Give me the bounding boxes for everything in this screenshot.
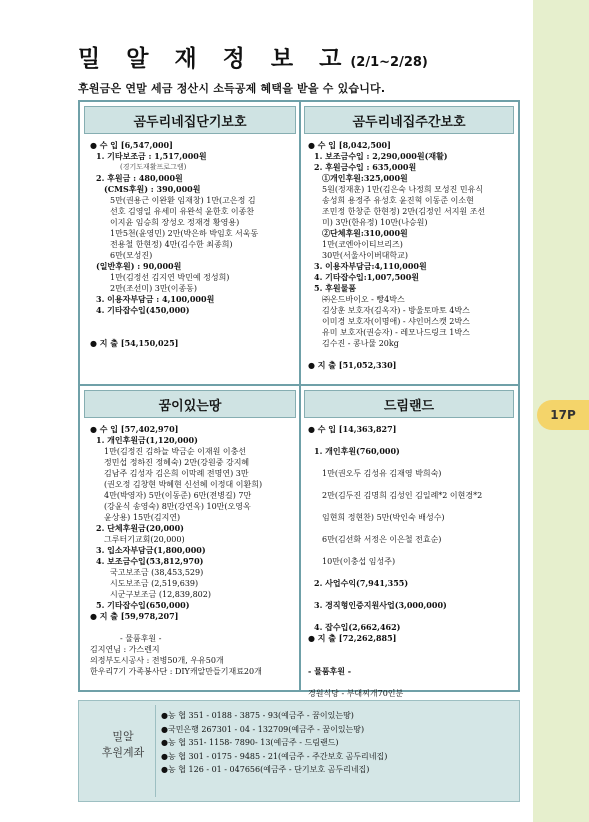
report-line: ● 지 출 [54,150,025] [90, 338, 179, 348]
accounts-list [161, 709, 387, 777]
section-body-dreamland [308, 424, 482, 699]
report-line: ● 수 입 [14,363,827] [308, 424, 397, 434]
report-line: ● 지 출 [51,052,330] [308, 360, 397, 370]
report-line: 조민정 한창준 한현정) 2만(김정인 서지원 조선 [322, 207, 486, 216]
report-line: (일반후원) : 90,000원 [96, 261, 182, 271]
report-line: 2. 후원금 : 480,000원 [96, 173, 183, 183]
report-line: 의정부도시공사 : 전병50개, 우유50개 [90, 656, 224, 665]
report-line: 1. 기타보조금 : 1,517,000원 [96, 151, 207, 161]
report-line: 정민섭 정하진 정혜숙) 2만(강원중 강지혜 [104, 458, 250, 467]
report-line: 이미경 보호자(이명애) - 샤인머스캣 2박스 [322, 317, 470, 326]
report-line: 선호 김영일 유세미 유완석 윤한호 이종찬 [110, 207, 255, 216]
account-row: ●농 협 126 - 01 - 047656(예금주 - 단기보호 곰두리네집) [161, 765, 370, 774]
report-line: 3. 입소자부담금(1,800,000) [96, 545, 206, 555]
report-line: 3. 이용자부담금:4,110,000원 [314, 261, 427, 271]
report-line: 6만(모성진) [110, 251, 153, 260]
report-line: ● 수 입 [6,547,000] [90, 140, 173, 150]
report-line: 5. 기타잡수입(650,000) [96, 600, 190, 610]
report-line: 김지연님 : 가스렌지 [90, 645, 160, 654]
account-row: ●국민은행 267301 - 04 - 132709(예금주 - 꿈이있는땅) [161, 724, 365, 734]
report-line: 10만(이충섭 임성주) [322, 557, 396, 566]
report-line: 4만(박영자) 5만(이동준) 6만(전병길) 7만 [104, 491, 252, 500]
report-line: 1. 개인후원(760,000) [314, 446, 400, 456]
report-line: 1만5천(윤영민) 2만(박은하 박임호 서욱동 [110, 229, 259, 238]
report-line: 윤상용) 15만(김지연) [104, 513, 181, 522]
report-line: 송성희 용정주 유성호 윤진혁 이동준 이소현 [322, 196, 474, 205]
report-line [308, 501, 482, 512]
report-line [308, 677, 482, 688]
report-line: 1만(김정선 김지연 박민예 정성희) [110, 273, 230, 282]
report-line: 김수진 - 콩나물 20kg [322, 339, 399, 348]
report-line: 2. 단체후원금(20,000) [96, 523, 184, 533]
report-line: 김남주 김성자 김은희 이막례 전명연) 3만 [104, 469, 249, 478]
page-title [78, 40, 428, 73]
report-line: 30만(서울사이버대학교) [322, 251, 408, 260]
report-line [308, 479, 482, 490]
report-line: 2만(김두진 김명희 김성인 김일례*2 이현경*2 [322, 491, 483, 500]
report-line: 경원식당 - 부대찌개70인분 [308, 689, 404, 698]
report-line [90, 622, 262, 633]
report-line: 시도보조금 (2,519,639) [110, 579, 199, 588]
report-line: 5만(권용근 이완환 임재창) 1만(고은정 김 [110, 196, 256, 205]
report-line [308, 545, 482, 556]
tax-notice: 후원금은 연말 세금 정산시 소득공제 혜택을 받을 수 있습니다. [78, 82, 386, 95]
report-line: ● 수 입 [8,042,500] [308, 140, 391, 150]
report-line [308, 435, 482, 446]
title-text: 밀 알 재 정 보 고 [78, 46, 351, 72]
report-line: 5원(정재훈) 1만(김은숙 나정희 모성진 민유식 [322, 185, 484, 194]
finance-report-grid [78, 100, 520, 698]
section-header-dreamland: 드림랜드 [304, 390, 514, 418]
section-body-dream-land-farm [90, 424, 262, 677]
report-line: 4. 보조금수입(53,812,970) [96, 556, 204, 566]
report-line: 그루터기교회(20,000) [104, 535, 185, 544]
account-row: ●농 협 351- 1158- 7890- 13(예금주 - 드림랜드) [161, 738, 339, 747]
report-line: 이지윤 임승희 장성오 정재경 황영용) [110, 218, 240, 227]
section-body-short-term [90, 140, 258, 349]
report-line: 2. 사업수익(7,941,355) [314, 578, 409, 588]
report-line: 한우리7기 가족봉사단 : DIY캐알만들기재료20개 [90, 667, 262, 676]
report-line: 미) 3만(한유정) 10만(나승원) [322, 218, 428, 227]
report-line: 1만(김정진 김하늘 박금순 이재원 이충선 [104, 447, 247, 456]
section-header-day-care: 곰두리네집주간보호 [304, 106, 514, 134]
report-line: 1만(코엔아이티브리즈) [322, 240, 403, 249]
report-line [308, 589, 482, 600]
report-line: - 물품후원 - [308, 666, 352, 676]
account-row: ●농 협 301 - 0175 - 9485 - 21(예금주 - 주간보호 곰두리네집) [161, 751, 388, 761]
report-line: (강윤식 송영숙) 8만(강연옥) 10만(오영옥 [104, 502, 251, 511]
section-header-short-term: 곰두리네집단기보호 [84, 106, 296, 134]
report-line: 4. 기타잡수입:1,007,500원 [314, 272, 419, 282]
report-line: ①개인후원:325,000원 [322, 173, 408, 183]
report-line: 3. 이용자부담금 : 4,100,000원 [96, 294, 215, 304]
section-header-dream-land-farm: 꿈이있는땅 [84, 390, 296, 418]
grid-horizontal-divider [80, 384, 518, 386]
report-line: ● 지 출 [72,262,885] [308, 633, 397, 643]
title-period: (2/1~2/28) [350, 55, 428, 70]
report-line: 1. 보조금수입 : 2,290,000원(재활) [314, 151, 448, 161]
report-line: ②단체후원:310,000원 [322, 228, 408, 238]
report-line: ● 수 입 [57,402,970] [90, 424, 179, 434]
report-line: (권오정 김창현 박혜현 신선혜 이정대 이환희) [104, 480, 263, 489]
report-line: 김상훈 보호자(김옥자) - 방울토마토 4박스 [322, 306, 470, 315]
report-line: 5. 후원물품 [314, 283, 357, 293]
report-line: 전용철 한현정) 4만(김수한 최종희) [110, 240, 233, 249]
donation-accounts-box [78, 700, 520, 802]
report-line: 임현희 정현찬) 5만(박인숙 배성수) [322, 513, 445, 522]
section-body-day-care [308, 140, 485, 371]
report-line: 4. 기타잡수입(450,000) [96, 305, 190, 315]
report-line [308, 655, 482, 666]
report-line: 6만(김선화 서정은 이은철 전효순) [322, 535, 442, 544]
accounts-label-line1: 밀알 [112, 730, 134, 743]
report-line: 1. 개인후원금(1,120,000) [96, 435, 198, 445]
report-line: ● 지 출 [59,978,207] [90, 611, 179, 621]
report-line [308, 457, 482, 468]
report-line: 2. 후원금수입 : 635,000원 [314, 162, 417, 172]
report-line [308, 567, 482, 578]
report-line: 3. 경직형인증지원사업(3,000,000) [314, 600, 447, 610]
report-line: (경기도재활프로그램) [120, 163, 187, 171]
report-line: 시군구보조금 (12,839,802) [110, 590, 211, 599]
report-line [308, 644, 482, 655]
accounts-label-line2: 후원계좌 [101, 746, 145, 759]
report-line: ㈜온드바이오 - 빵4박스 [322, 295, 405, 304]
accounts-label [93, 729, 153, 761]
report-line: 1만(권오두 김성유 김재영 박희숙) [322, 469, 442, 478]
accounts-separator [155, 705, 156, 797]
report-line: 2만(조선미) 3만(이종동) [110, 284, 198, 293]
report-line: (CMS후원) : 390,000원 [104, 184, 201, 194]
account-row: ●농 협 351 - 0188 - 3875 - 93(예금주 - 꿈이있는땅) [161, 711, 354, 720]
grid-vertical-divider [299, 102, 301, 690]
report-line: 유미 보호자(권승자) - 레모나드링크 1박스 [322, 328, 470, 337]
report-line: - 물품후원 - [120, 634, 162, 643]
report-line [308, 523, 482, 534]
report-line: 4. 잡수입(2,662,462) [314, 622, 401, 632]
page-number-tab: 17P [537, 400, 589, 430]
report-line: 국고보조금 (38,453,529) [110, 568, 204, 577]
report-line [308, 349, 485, 360]
report-line [90, 327, 258, 338]
report-line [90, 316, 258, 327]
report-line [308, 611, 482, 622]
